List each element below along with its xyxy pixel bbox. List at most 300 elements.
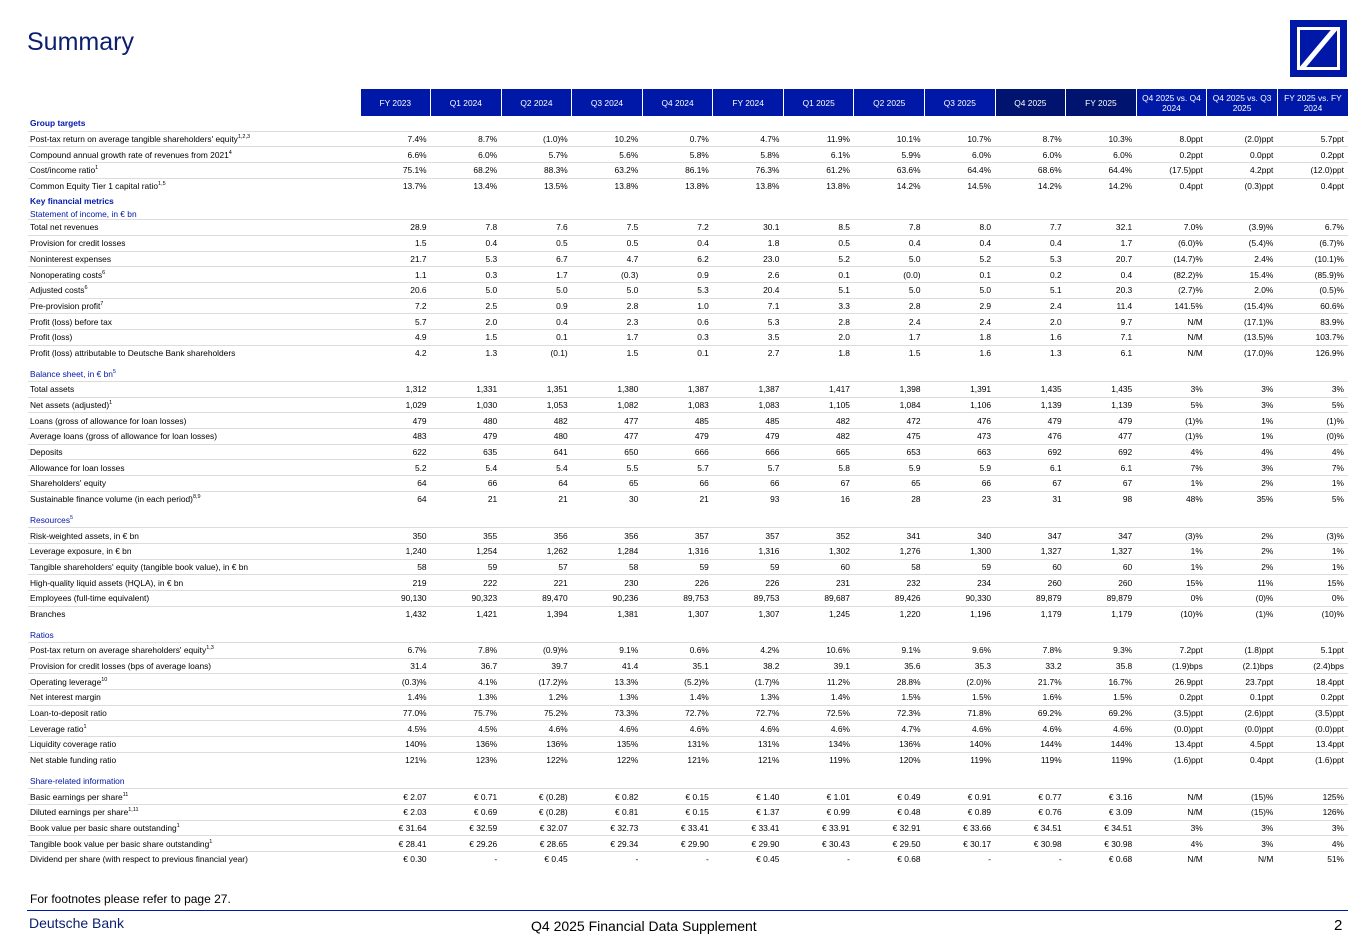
table-cell: 7.6 (501, 220, 572, 236)
table-cell: 5.1 (783, 282, 854, 298)
table-cell: 480 (431, 413, 502, 429)
footnote: For footnotes please refer to page 27. (30, 892, 231, 906)
table-cell: 5.9% (854, 147, 925, 163)
table-cell: 122% (572, 752, 643, 767)
table-header-row (28, 89, 1348, 116)
table-cell: 357 (713, 528, 784, 544)
table-cell: 57 (501, 559, 572, 575)
table-cell: 1% (1277, 543, 1348, 559)
table-cell: 10.1% (854, 131, 925, 147)
table-cell: 7.0% (1136, 220, 1207, 236)
table-cell: 1,196 (925, 606, 996, 621)
table-cell: (0.0)ppt (1277, 721, 1348, 737)
table-cell: 59 (713, 559, 784, 575)
row-label: Profit (loss) attributable to Deutsche Bank shareholders (28, 345, 360, 360)
footnote-ref: 5 (70, 515, 74, 522)
table-cell: 6.0% (1066, 147, 1137, 163)
table-cell: 0.4ppt (1277, 178, 1348, 193)
table-cell: 15% (1136, 575, 1207, 591)
column-header: Q3 2024 (572, 89, 643, 116)
table-cell: 5.0 (854, 282, 925, 298)
table-cell: 5% (1277, 397, 1348, 413)
table-cell: 89,470 (501, 590, 572, 606)
table-row (28, 163, 1348, 179)
table-cell: 0.9 (642, 267, 713, 283)
table-cell: 635 (431, 444, 502, 460)
table-cell: 13.7% (360, 178, 431, 193)
table-cell: 0.5 (572, 235, 643, 251)
table-cell: (2.6)ppt (1207, 705, 1278, 721)
row-label: Compound annual growth rate of revenues from 2021$^4$ (28, 147, 360, 163)
table-cell: € 0.82 (572, 789, 643, 805)
table-cell: 7.1 (1066, 329, 1137, 345)
table-cell: 5.2 (925, 251, 996, 267)
table-cell: 221 (501, 575, 572, 591)
table-cell: 136% (854, 737, 925, 753)
table-cell: 123% (431, 752, 502, 767)
table-cell: 1.7 (854, 329, 925, 345)
section-title: Key financial metrics (30, 195, 114, 206)
table-cell: € 0.68 (854, 851, 925, 866)
table-cell: (3.5)ppt (1136, 705, 1207, 721)
table-cell: 6.7% (360, 643, 431, 659)
table-cell: 5.0 (925, 282, 996, 298)
table-row (28, 836, 1348, 852)
table-cell: 20.3 (1066, 282, 1137, 298)
footnote-ref: 1 (209, 838, 213, 845)
table-cell: 21 (642, 491, 713, 506)
table-cell: 472 (854, 413, 925, 429)
table-cell: 121% (360, 752, 431, 767)
table-cell: (6.0)% (1136, 235, 1207, 251)
table-cell: € 33.66 (925, 820, 996, 836)
table-cell: - (925, 851, 996, 866)
table-row (28, 575, 1348, 591)
table-cell: 98 (1066, 491, 1137, 506)
table-cell: 347 (995, 528, 1066, 544)
table-cell: 479 (431, 429, 502, 445)
table-cell: 3% (1207, 460, 1278, 476)
table-cell: (1)% (1277, 413, 1348, 429)
table-cell: N/M (1136, 314, 1207, 330)
table-cell: (0.9)% (501, 643, 572, 659)
table-cell: 0.6% (642, 643, 713, 659)
table-cell: 8.0ppt (1136, 131, 1207, 147)
table-cell: € 32.91 (854, 820, 925, 836)
row-label: Profit (loss) (28, 329, 360, 345)
row-label: Loans (gross of allowance for loan losses) (28, 413, 360, 429)
table-cell: 0% (1277, 590, 1348, 606)
table-cell: € 0.48 (854, 804, 925, 820)
table-cell: (0.3) (572, 267, 643, 283)
table-cell: 28.8% (854, 674, 925, 690)
page-number: 2 (1334, 917, 1343, 934)
table-cell: 20.7 (1066, 251, 1137, 267)
table-row (28, 429, 1348, 445)
table-cell: 4.6% (501, 721, 572, 737)
table-row (28, 674, 1348, 690)
table-row (28, 345, 1348, 360)
table-cell: 2.9 (925, 298, 996, 314)
table-cell: 89,753 (642, 590, 713, 606)
table-cell: 144% (995, 737, 1066, 753)
table-cell: 0.0ppt (1207, 147, 1278, 163)
table-cell: 4.6% (1066, 721, 1137, 737)
table-cell: 67 (1066, 476, 1137, 492)
table-cell: 13.8% (783, 178, 854, 193)
table-cell: 2.0 (431, 314, 502, 330)
table-cell: 51% (1277, 851, 1348, 866)
table-cell: 482 (501, 413, 572, 429)
footnote-ref: 1 (176, 823, 180, 830)
table-cell: 69.2% (1066, 705, 1137, 721)
table-cell: 485 (642, 413, 713, 429)
table-cell: 119% (925, 752, 996, 767)
section-title: Balance sheet, in € bn (30, 368, 113, 379)
table-cell: € 33.41 (642, 820, 713, 836)
table-cell: 60.6% (1277, 298, 1348, 314)
table-cell: 69.2% (995, 705, 1066, 721)
table-cell: 1.7 (1066, 235, 1137, 251)
table-cell: (14.7)% (1136, 251, 1207, 267)
table-cell: 1,394 (501, 606, 572, 621)
table-cell: 1,240 (360, 543, 431, 559)
table-cell: 0.4ppt (1207, 752, 1278, 767)
table-cell: 0.4 (642, 235, 713, 251)
table-cell: 1.5% (1066, 690, 1137, 706)
table-cell: 355 (431, 528, 502, 544)
table-cell: 4.6% (713, 721, 784, 737)
table-cell: € 29.50 (854, 836, 925, 852)
table-cell: 35.1 (642, 658, 713, 674)
column-header: Q4 2025 (995, 89, 1066, 116)
table-cell: 4.7% (854, 721, 925, 737)
column-header: FY 2025 vs. FY 2024 (1277, 89, 1348, 116)
table-cell: € 3.16 (1066, 789, 1137, 805)
table-cell: 0.5 (783, 235, 854, 251)
table-cell: 7.8 (854, 220, 925, 236)
table-cell: 1.5 (854, 345, 925, 360)
table-cell: (82.2)% (1136, 267, 1207, 283)
table-cell: (2.7)% (1136, 282, 1207, 298)
table-cell: € 0.77 (995, 789, 1066, 805)
row-label: Average loans (gross of allowance for loan losses) (28, 429, 360, 445)
table-cell: € 0.69 (431, 804, 502, 820)
table-cell: € 0.45 (713, 851, 784, 866)
table-cell: € 2.03 (360, 804, 431, 820)
table-cell: 1% (1207, 429, 1278, 445)
table-cell: 477 (572, 413, 643, 429)
table-cell: 41.4 (572, 658, 643, 674)
table-cell: 5.7 (360, 314, 431, 330)
table-cell: 14.2% (854, 178, 925, 193)
footnote-ref: 1,11 (128, 807, 139, 814)
table-cell: 5.3 (431, 251, 502, 267)
table-cell: € 29.90 (642, 836, 713, 852)
table-cell: 1.3% (572, 690, 643, 706)
table-cell: 8.5 (783, 220, 854, 236)
table-cell: 1.0 (642, 298, 713, 314)
table-cell: 480 (501, 429, 572, 445)
table-cell: 0.6 (642, 314, 713, 330)
table-cell: € 30.43 (783, 836, 854, 852)
table-cell: (2.1)bps (1207, 658, 1278, 674)
row-label: Liquidity coverage ratio (28, 737, 360, 753)
table-cell: 226 (713, 575, 784, 591)
table-cell: € 32.59 (431, 820, 502, 836)
table-cell: 692 (995, 444, 1066, 460)
table-cell: 122% (501, 752, 572, 767)
table-row (28, 413, 1348, 429)
table-cell: 83.9% (1277, 314, 1348, 330)
table-cell: 2% (1207, 543, 1278, 559)
table-cell: 39.1 (783, 658, 854, 674)
table-cell: € 1.01 (783, 789, 854, 805)
table-cell: 4.7 (572, 251, 643, 267)
table-cell: (1.0)% (501, 131, 572, 147)
table-cell: N/M (1136, 804, 1207, 820)
table-cell: 1,029 (360, 397, 431, 413)
table-cell: 666 (642, 444, 713, 460)
table-cell: 10.7% (925, 131, 996, 147)
table-cell: 88.3% (501, 163, 572, 179)
table-cell: (6.7)% (1277, 235, 1348, 251)
table-cell: € 0.15 (642, 789, 713, 805)
table-cell: 26.9ppt (1136, 674, 1207, 690)
section-title: Resources (30, 514, 71, 525)
table-cell: 38.2 (713, 658, 784, 674)
table-cell: 356 (572, 528, 643, 544)
table-cell: (2.0)ppt (1207, 131, 1278, 147)
table-cell: 89,687 (783, 590, 854, 606)
table-cell: 0.4 (925, 235, 996, 251)
table-cell: 75.2% (501, 705, 572, 721)
table-row (28, 460, 1348, 476)
table-cell: 23 (925, 491, 996, 506)
table-cell: 119% (1066, 752, 1137, 767)
table-row (28, 606, 1348, 621)
table-cell: 140% (925, 737, 996, 753)
table-cell: (0.5)% (1277, 282, 1348, 298)
footnote-ref: 1 (95, 165, 99, 172)
table-cell: 65 (854, 476, 925, 492)
table-cell: (15)% (1207, 804, 1278, 820)
row-label: Net interest margin (28, 690, 360, 706)
table-cell: 352 (783, 528, 854, 544)
table-cell: 0.9 (501, 298, 572, 314)
table-cell: 5.0 (431, 282, 502, 298)
table-cell: 11.2% (783, 674, 854, 690)
table-row (28, 721, 1348, 737)
table-cell: € 0.15 (642, 804, 713, 820)
table-cell: 7% (1277, 460, 1348, 476)
table-cell: 7.7 (995, 220, 1066, 236)
table-cell: 3.5 (713, 329, 784, 345)
table-cell: 3% (1207, 397, 1278, 413)
table-cell: 5.8 (783, 460, 854, 476)
page-title: Summary (27, 28, 134, 56)
footnote-ref: 1,2,3 (237, 134, 251, 141)
row-label: Net stable funding ratio (28, 752, 360, 767)
table-cell: 4.6% (995, 721, 1066, 737)
table-cell: 1,387 (713, 382, 784, 398)
table-cell: (0)% (1277, 429, 1348, 445)
table-cell: 21 (501, 491, 572, 506)
footer-divider (27, 910, 1348, 911)
column-header: Q1 2024 (431, 89, 502, 116)
table-cell: 140% (360, 737, 431, 753)
table-cell: (0.1) (501, 345, 572, 360)
table-cell: € 1.37 (713, 804, 784, 820)
table-cell: (0.0)ppt (1136, 721, 1207, 737)
table-cell: 479 (360, 413, 431, 429)
table-cell: 1,435 (1066, 382, 1137, 398)
table-cell: 1% (1207, 413, 1278, 429)
table-row (28, 444, 1348, 460)
row-label: Allowance for loan losses (28, 460, 360, 476)
table-cell: € 34.51 (995, 820, 1066, 836)
table-cell: 0.7% (642, 131, 713, 147)
table-row (28, 851, 1348, 866)
table-cell: 476 (925, 413, 996, 429)
table-cell: 6.1 (1066, 345, 1137, 360)
table-cell: 67 (783, 476, 854, 492)
table-cell: (5.2)% (642, 674, 713, 690)
row-label: Total net revenues (28, 220, 360, 236)
table-cell: 1.3 (995, 345, 1066, 360)
table-cell: 1,327 (1066, 543, 1137, 559)
table-cell: 1.1 (360, 267, 431, 283)
table-cell: 2.0 (995, 314, 1066, 330)
table-row (28, 220, 1348, 236)
table-cell: 10.6% (783, 643, 854, 659)
table-cell: € 31.64 (360, 820, 431, 836)
table-cell: 1,300 (925, 543, 996, 559)
table-cell: 11% (1207, 575, 1278, 591)
table-cell: 14.2% (1066, 178, 1137, 193)
table-cell: 131% (642, 737, 713, 753)
table-cell: 126% (1277, 804, 1348, 820)
footnote-ref: 1 (83, 723, 87, 730)
deutsche-bank-logo-icon (1290, 20, 1347, 77)
table-cell: 89,879 (1066, 590, 1137, 606)
table-cell: 71.8% (925, 705, 996, 721)
table-cell: 1.8 (713, 235, 784, 251)
table-cell: 23.7ppt (1207, 674, 1278, 690)
row-label: Profit (loss) before tax (28, 314, 360, 330)
table-row (28, 543, 1348, 559)
table-cell: 1,435 (995, 382, 1066, 398)
table-cell: 232 (854, 575, 925, 591)
table-cell: 4.2ppt (1207, 163, 1278, 179)
table-cell: 4% (1277, 444, 1348, 460)
table-cell: 5.7% (501, 147, 572, 163)
table-row (28, 282, 1348, 298)
table-cell: 1,139 (1066, 397, 1137, 413)
table-cell: N/M (1136, 789, 1207, 805)
table-cell: 64 (360, 476, 431, 492)
row-label: Employees (full-time equivalent) (28, 590, 360, 606)
table-cell: 0.3 (642, 329, 713, 345)
table-cell: 1% (1277, 476, 1348, 492)
table-cell: 0.5 (501, 235, 572, 251)
table-cell: N/M (1207, 851, 1278, 866)
table-cell: € 3.09 (1066, 804, 1137, 820)
row-label: Net assets (adjusted)$^1$ (28, 397, 360, 413)
table-cell: (1.6)ppt (1136, 752, 1207, 767)
table-cell: 1.6% (995, 690, 1066, 706)
table-cell: € 2.07 (360, 789, 431, 805)
table-cell: 89,879 (995, 590, 1066, 606)
table-cell: 65 (572, 476, 643, 492)
table-cell: 13.5% (501, 178, 572, 193)
table-cell: 7% (1136, 460, 1207, 476)
table-cell: N/M (1136, 345, 1207, 360)
table-cell: 131% (713, 737, 784, 753)
column-header: FY 2023 (360, 89, 431, 116)
table-cell: (15)% (1207, 789, 1278, 805)
table-cell: 3% (1207, 382, 1278, 398)
header-blank (28, 89, 360, 116)
table-cell: 0.2ppt (1277, 147, 1348, 163)
table-cell: € 28.65 (501, 836, 572, 852)
table-cell: 90,323 (431, 590, 502, 606)
table-cell: € (0.28) (501, 789, 572, 805)
table-cell: 7.2 (642, 220, 713, 236)
table-cell: 21 (431, 491, 502, 506)
table-cell: 48% (1136, 491, 1207, 506)
column-header: Q4 2025 vs. Q3 2025 (1207, 89, 1278, 116)
table-cell: 7.5 (572, 220, 643, 236)
table-cell: 0.3 (431, 267, 502, 283)
table-row (28, 590, 1348, 606)
table-cell: 20.4 (713, 282, 784, 298)
section-header (28, 627, 1348, 642)
column-header: Q1 2025 (783, 89, 854, 116)
table-cell: 482 (783, 413, 854, 429)
footnote-ref: 5 (112, 368, 116, 375)
table-cell: 3% (1277, 382, 1348, 398)
table-cell: 35.8 (1066, 658, 1137, 674)
table-row (28, 314, 1348, 330)
table-cell: 3% (1207, 820, 1278, 836)
table-cell: 1,220 (854, 606, 925, 621)
table-cell: (0)% (1207, 590, 1278, 606)
table-cell: 9.1% (572, 643, 643, 659)
table-cell: - (572, 851, 643, 866)
table-cell: 5.7ppt (1277, 131, 1348, 147)
table-cell: 1,254 (431, 543, 502, 559)
table-cell: 1,432 (360, 606, 431, 621)
table-cell: 31 (995, 491, 1066, 506)
table-cell: 5.5 (572, 460, 643, 476)
table-cell: 482 (783, 429, 854, 445)
table-cell: 2.8 (572, 298, 643, 314)
table-cell: 60 (1066, 559, 1137, 575)
table-cell: 0.4 (1066, 267, 1137, 283)
table-cell: 6.0% (925, 147, 996, 163)
table-cell: 11.4 (1066, 298, 1137, 314)
footnote-ref: 6 (84, 285, 88, 292)
table-cell: 120% (854, 752, 925, 767)
table-cell: 0.1 (642, 345, 713, 360)
table-cell: 6.2 (642, 251, 713, 267)
table-cell: 7.8% (431, 643, 502, 659)
table-cell: 20.6 (360, 282, 431, 298)
table-cell: 479 (995, 413, 1066, 429)
table-cell: 61.2% (783, 163, 854, 179)
table-cell: 479 (1066, 413, 1137, 429)
